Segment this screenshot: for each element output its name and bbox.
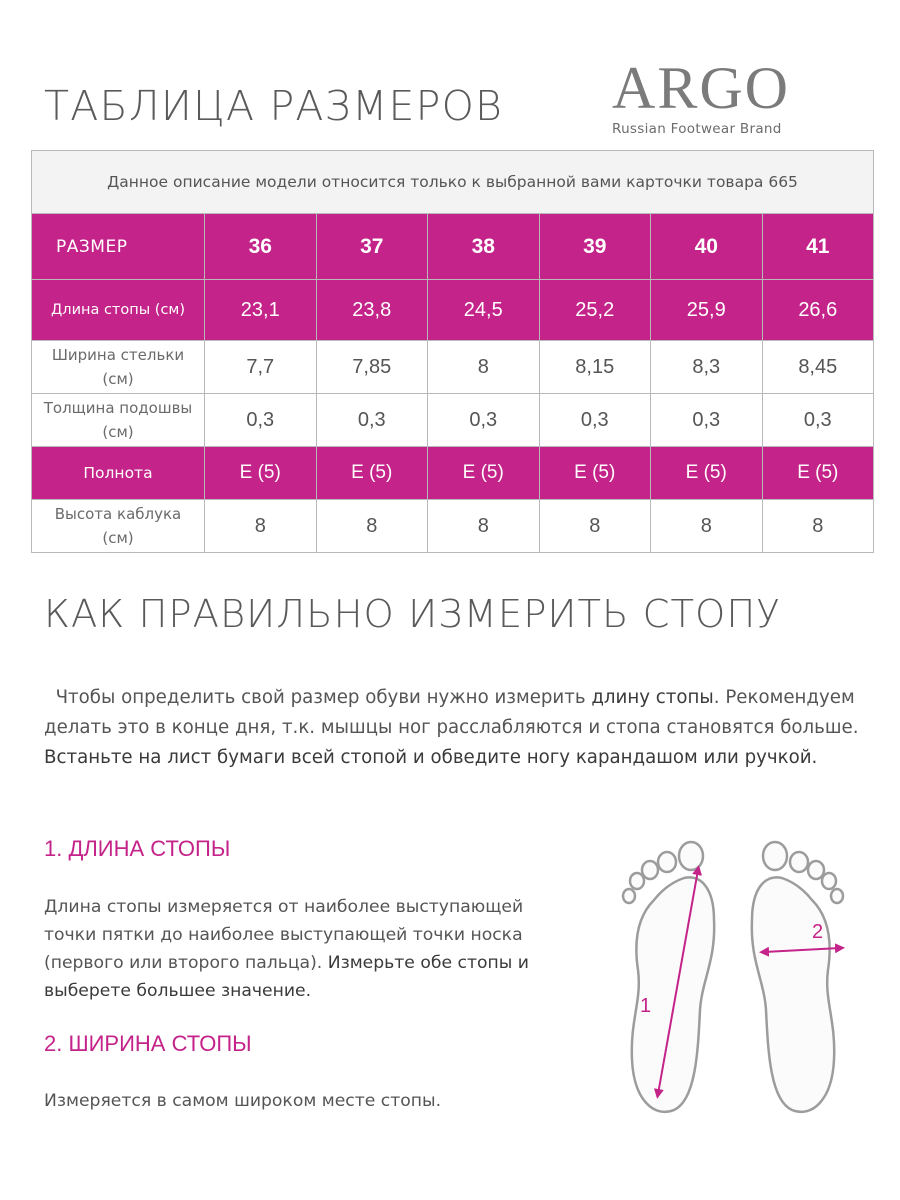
size-value: 37	[316, 214, 428, 280]
measure-title: КАК ПРАВИЛЬНО ИЗМЕРИТЬ СТОПУ	[44, 592, 781, 637]
heel-height-value: 8	[205, 500, 317, 553]
length-value: 25,9	[651, 280, 763, 341]
heel-height-value: 8	[651, 500, 763, 553]
table-note: Данное описание модели относится только к выбранной вами карточки товара 665	[32, 151, 874, 214]
fullness-value: E (5)	[316, 447, 428, 500]
size-value: 39	[539, 214, 651, 280]
intro-text-3: Встаньте на лист бумаги всей стопой и обведите ногу карандашом или ручкой.	[44, 747, 818, 768]
fullness-label: Полнота	[32, 447, 205, 500]
fullness-value: E (5)	[539, 447, 651, 500]
table-row-insole-width	[32, 341, 874, 394]
heel-height-value: 8	[539, 500, 651, 553]
intro-text-2: . Рекомендуем делать это в конце дня, т.к. мышцы ног расслабляются и стопа становятся больше.	[44, 687, 859, 738]
sole-thickness-value: 0,3	[316, 394, 428, 447]
heel-height-label-line1: Высота каблука	[54, 505, 182, 523]
right-foot-icon	[752, 842, 843, 1112]
heel-height-value: 8	[762, 500, 874, 553]
length-value: 26,6	[762, 280, 874, 341]
size-value: 38	[428, 214, 540, 280]
length-value: 24,5	[428, 280, 540, 341]
size-value: 41	[762, 214, 874, 280]
page-title: ТАБЛИЦА РАЗМЕРОВ	[44, 82, 504, 130]
heel-height-value: 8	[428, 500, 540, 553]
insole-width-value: 7,85	[316, 341, 428, 394]
insole-width-label-line1: Ширина стельки	[51, 346, 185, 364]
width-description: Измеряется в самом широком месте стопы.	[44, 1091, 442, 1111]
sole-thickness-label-line2: (см)	[102, 423, 134, 441]
heel-height-value: 8	[316, 500, 428, 553]
size-value: 36	[205, 214, 317, 280]
length-marker-label: 1	[640, 995, 652, 1017]
foot-measure-illustration	[604, 830, 874, 1130]
table-note-row	[32, 151, 874, 214]
size-table	[31, 150, 874, 553]
insole-width-value: 7,7	[205, 341, 317, 394]
length-value: 25,2	[539, 280, 651, 341]
insole-width-label-line2: (см)	[102, 370, 134, 388]
fullness-value: E (5)	[428, 447, 540, 500]
length-desc-bold: Измерьте обе стопы и выберете большее значение.	[44, 953, 529, 1001]
size-label: РАЗМЕР	[32, 214, 205, 280]
sole-thickness-value: 0,3	[651, 394, 763, 447]
size-value: 40	[651, 214, 763, 280]
length-section-title: 1. ДЛИНА СТОПЫ	[44, 836, 231, 861]
length-value: 23,8	[316, 280, 428, 341]
intro-text-1: Чтобы определить свой размер обуви нужно измерить	[44, 687, 592, 708]
table-row-heel-height	[32, 500, 874, 553]
brand-logo: ARGO	[612, 55, 791, 121]
length-desc-text: Длина стопы измеряется от наиболее выступающей точки пятки до наиболее выступающей точки носка (первого или второго пальца).	[44, 897, 524, 973]
insole-width-value: 8,45	[762, 341, 874, 394]
sole-thickness-label-line1: Толщина подошвы	[43, 399, 193, 417]
fullness-value: E (5)	[205, 447, 317, 500]
length-description	[44, 893, 564, 1005]
fullness-value: E (5)	[762, 447, 874, 500]
insole-width-value: 8,3	[651, 341, 763, 394]
brand-tagline: Russian Footwear Brand	[612, 121, 782, 137]
sole-thickness-value: 0,3	[539, 394, 651, 447]
intro-highlight: длину стопы	[591, 687, 714, 708]
sole-thickness-value: 0,3	[428, 394, 540, 447]
length-value: 23,1	[205, 280, 317, 341]
width-marker-label: 2	[812, 921, 824, 943]
left-foot-icon	[623, 842, 714, 1112]
heel-height-label-line2: (см)	[102, 529, 134, 547]
width-section-title: 2. ШИРИНА СТОПЫ	[44, 1031, 252, 1056]
measure-intro	[44, 683, 879, 773]
sole-thickness-value: 0,3	[762, 394, 874, 447]
fullness-value: E (5)	[651, 447, 763, 500]
table-row-length	[32, 280, 874, 341]
sole-thickness-value: 0,3	[205, 394, 317, 447]
insole-width-label	[32, 341, 205, 394]
insole-width-value: 8,15	[539, 341, 651, 394]
table-row-fullness	[32, 447, 874, 500]
table-row-size	[32, 214, 874, 280]
sole-thickness-label	[32, 394, 205, 447]
table-row-sole-thickness	[32, 394, 874, 447]
insole-width-value: 8	[428, 341, 540, 394]
length-label: Длина стопы (см)	[32, 280, 205, 341]
heel-height-label	[32, 500, 205, 553]
